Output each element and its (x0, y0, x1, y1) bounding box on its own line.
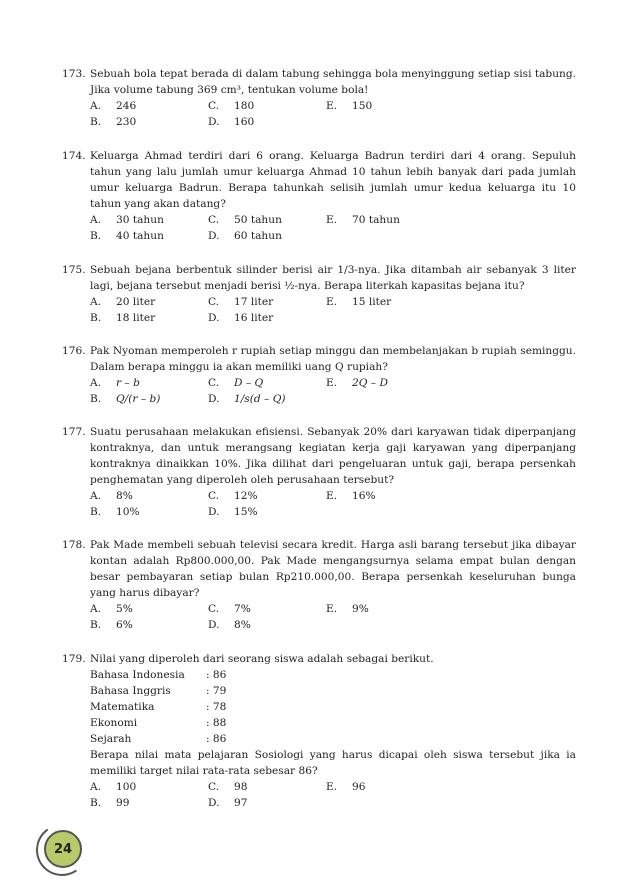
question-stem: Keluarga Ahmad terdiri dari 6 orang. Keluarga Badrun terdiri dari 4 orang. Sepuluh tahun yang lalu jumlah umur keluarga Ahmad 10 tahun lebih banyak dari pada jumlah umur keluarga Badrun. Berapa tahunkah selisih jumlah umur kedua keluarga itu 10 tahun yang akan datang? (90, 150, 576, 210)
question-stem: Nilai yang diperoleh dari seorang siswa adalah sebagai berikut. (90, 653, 434, 665)
option-d: D. 160 (208, 116, 255, 128)
option-b: B. Q/(r – b) (90, 393, 161, 405)
option-c: C. 7% (208, 603, 251, 615)
option-e: E. 15 liter (326, 296, 392, 308)
question-173 (62, 66, 576, 130)
option-d: D. 60 tahun (208, 230, 282, 242)
option-b: B. 230 (90, 116, 137, 128)
question-number: 178. (62, 539, 86, 551)
option-d: D. 1/s(d – Q) (208, 393, 286, 405)
option-c: C. 98 (208, 781, 248, 793)
score-row: Bahasa Inggris : 79 (90, 685, 227, 697)
question-175 (62, 262, 576, 326)
option-c: C. 180 (208, 100, 255, 112)
option-d: D. 16 liter (208, 312, 274, 324)
question-number: 173. (62, 68, 86, 80)
option-a: A. 8% (90, 490, 133, 502)
score-row: Matematika : 78 (90, 701, 227, 713)
answer-options (90, 212, 576, 244)
question-176 (62, 343, 576, 407)
option-b: B. 10% (90, 506, 140, 518)
option-b: B. 6% (90, 619, 133, 631)
score-row: Sejarah : 86 (90, 733, 227, 745)
option-d: D. 15% (208, 506, 258, 518)
option-b: B. 40 tahun (90, 230, 164, 242)
question-stem: Suatu perusahaan melakukan efisiensi. Sebanyak 20% dari karyawan tidak diperpanjang kontraknya, dan untuk merangsang kegiatan kerja gaji karyawan yang diperpanjang kontraknya dinaikkan 10%. Jika dilihat dari pengeluaran untuk gaji, berapa persenkah penghematan yang diperoleh oleh perusahaan tersebut? (90, 426, 576, 486)
option-a: A. 30 tahun (90, 214, 164, 226)
question-177 (62, 424, 576, 520)
answer-options (90, 98, 576, 130)
option-a: A. r – b (90, 377, 140, 389)
answer-options (90, 779, 576, 811)
question-number: 174. (62, 150, 86, 162)
option-a: A. 246 (90, 100, 137, 112)
score-list (90, 667, 576, 747)
option-d: D. 97 (208, 797, 248, 809)
option-e: E. 70 tahun (326, 214, 400, 226)
score-row: Bahasa Indonesia : 86 (90, 669, 227, 681)
question-number: 179. (62, 653, 86, 665)
question-174 (62, 148, 576, 244)
answer-options (90, 488, 576, 520)
question-stem: Sebuah bejana berbentuk silinder berisi air 1/3-nya. Jika ditambah air sebanyak 3 liter lagi, bejana tersebut menjadi berisi ½-nya. Berapa literkah kapasitas bejana itu? (90, 264, 576, 292)
question-stem: Pak Made membeli sebuah televisi secara kredit. Harga asli barang tersebut jika dibayar kontan adalah Rp800.000,00. Pak Made mengangsurnya selama empat bulan dengan besar pembayaran setiap bulan Rp210.000,00. Berapa persenkah keseluruhan bunga yang harus dibayar? (90, 539, 576, 599)
option-e: E. 150 (326, 100, 373, 112)
question-number: 175. (62, 264, 86, 276)
question-number: 176. (62, 345, 86, 357)
option-b: B. 99 (90, 797, 130, 809)
answer-options (90, 375, 576, 407)
option-c: C. 12% (208, 490, 258, 502)
question-178 (62, 537, 576, 633)
option-e: E. 16% (326, 490, 376, 502)
option-c: C. D – Q (208, 377, 264, 389)
question-stem: Pak Nyoman memperoleh r rupiah setiap minggu dan membelanjakan b rupiah seminggu. Dalam berapa minggu ia akan memiliki uang Q rupiah? (90, 345, 576, 373)
option-b: B. 18 liter (90, 312, 156, 324)
option-d: D. 8% (208, 619, 251, 631)
option-a: A. 20 liter (90, 296, 156, 308)
answer-options (90, 601, 576, 633)
option-e: E. 9% (326, 603, 369, 615)
score-row: Ekonomi : 88 (90, 717, 227, 729)
option-c: C. 50 tahun (208, 214, 282, 226)
option-e: E. 96 (326, 781, 366, 793)
page-number: 24 (44, 830, 82, 868)
option-a: A. 100 (90, 781, 137, 793)
option-a: A. 5% (90, 603, 133, 615)
option-e: E. 2Q – D (326, 377, 388, 389)
question-stem: Sebuah bola tepat berada di dalam tabung sehingga bola menyinggung setiap sisi tabung. Jika volume tabung 369 cm³, tentukan volume bola! (90, 68, 576, 96)
answer-options (90, 294, 576, 326)
option-c: C. 17 liter (208, 296, 274, 308)
question-number: 177. (62, 426, 86, 438)
question-stem-continued: Berapa nilai mata pelajaran Sosiologi yang harus dicapai oleh siswa tersebut jika ia memiliki target nilai rata-rata sebesar 86? (90, 749, 576, 777)
question-179 (62, 651, 576, 811)
